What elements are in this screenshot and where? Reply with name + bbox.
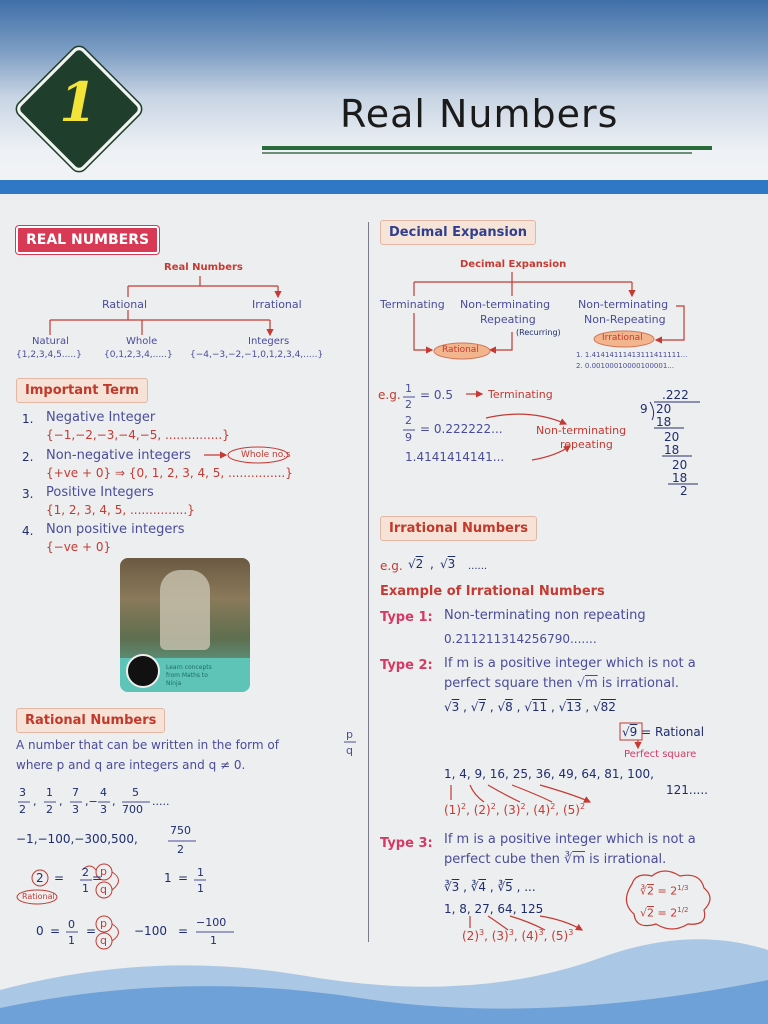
tree-root: Real Numbers: [164, 262, 243, 273]
ex2-den: 1: [197, 882, 204, 895]
ex1-q: q: [100, 883, 107, 896]
irr-eg-root2: √3: [440, 557, 456, 571]
term-4-set: {−ve + 0}: [46, 540, 112, 554]
e1-num: 1: [405, 382, 412, 395]
division-quotient: .222: [662, 388, 689, 402]
e2-type-1: Non-terminating: [536, 424, 627, 437]
division-step-1: 18: [656, 415, 672, 429]
frac-750-den: 2: [177, 843, 184, 856]
e1-val: = 0.5: [420, 388, 453, 402]
ex3-den: 1: [68, 934, 75, 947]
e2-type-2: repeating: [560, 438, 613, 451]
photo-caption: Learn concepts from Maths to Ninja: [166, 664, 212, 687]
irr-eg-root1: √2: [408, 557, 424, 571]
type1-number: 0.211211314256790.......: [444, 632, 597, 646]
tree-natural-set: {1,2,3,4,5.....}: [16, 350, 82, 360]
type2-text-1: If m is a positive integer which is not a: [444, 656, 696, 671]
cubes-powers: $(2)^3$, $(3)^3$, $(4)^3$, $(5)^3$: [462, 928, 574, 943]
type2-label: Type 2:: [380, 658, 433, 673]
ex2-lhs: 1: [164, 871, 172, 885]
bottom-wave: [0, 930, 768, 1024]
term-3-title: Positive Integers: [46, 485, 154, 500]
frac-sep-2: ,: [59, 795, 63, 808]
dec-example-2: 2. 0.00100010000100001...: [576, 362, 674, 370]
frac-4-num: 4: [100, 786, 107, 799]
ex3-lhs: 0: [36, 924, 44, 938]
dec-terminating: Terminating: [380, 298, 445, 311]
ex1-eq2: =: [92, 871, 103, 885]
ex2-eq: =: [178, 871, 189, 885]
dec-ntr-1: Non-terminating: [460, 298, 551, 311]
rational-examples-line: −1,−100,−300,500,: [16, 832, 138, 846]
e2-num: 2: [405, 414, 412, 427]
ex3-eq2: =: [86, 924, 97, 938]
tree-integers-set: {−4,−3,−2,−1,0,1,2,3,4,.....}: [190, 350, 324, 360]
dec-recurring: (Recurring): [516, 328, 561, 337]
bubble-line-1: ∛2 = $2^{1/3}$: [640, 884, 689, 898]
pq-q: q: [346, 744, 353, 757]
cubes-line: 1, 8, 27, 64, 125: [444, 902, 544, 916]
squares-line-1: 1, 4, 9, 16, 25, 36, 49, 64, 81, 100,: [444, 767, 654, 781]
irr-eg-dots: ......: [468, 561, 488, 572]
frac-2-den: 2: [46, 803, 53, 816]
rational-numbers-tag: Rational Numbers: [16, 708, 165, 733]
term-2-num: 2.: [22, 450, 34, 464]
type1-text: Non-terminating non repeating: [444, 608, 646, 623]
division-step-6: 2: [680, 484, 688, 498]
frac-sep-3: ,−: [85, 795, 98, 808]
dec-irrational: Irrational: [602, 333, 643, 343]
real-numbers-tag: REAL NUMBERS: [16, 226, 159, 254]
ex1-num: 2: [82, 866, 89, 879]
division-step-3: 18: [664, 443, 680, 457]
term-2-title: Non-negative integers: [46, 448, 191, 463]
ex3-num: 0: [68, 918, 75, 931]
ex3-q: q: [100, 934, 107, 947]
person-figure: [160, 570, 210, 650]
e2-val: = 0.222222...: [420, 422, 503, 436]
dec-tree-root: Decimal Expansion: [460, 259, 567, 270]
division-divisor: 9: [640, 402, 648, 416]
e3-val: 1.4141414141...: [405, 450, 505, 464]
dec-ntr-2: Repeating: [480, 313, 536, 326]
term-1-title: Negative Integer: [46, 410, 156, 425]
frac-5-num: 5: [132, 786, 139, 799]
type2-text-2: perfect square then √m is irrational.: [444, 676, 679, 691]
perfect-square-note: Perfect square: [624, 749, 697, 760]
type1-label: Type 1:: [380, 610, 433, 625]
irr-eg-prefix: e.g.: [380, 559, 403, 573]
type3-text-1: If m is a positive integer which is not a: [444, 832, 696, 847]
squares-line-2: 121.....: [666, 783, 708, 797]
ex4-num: −100: [196, 916, 227, 929]
dec-ntnr-1: Non-terminating: [578, 298, 669, 311]
tree-natural: Natural: [32, 336, 69, 347]
e1-den: 2: [405, 398, 412, 411]
term-1-set: {−1,−2,−3,−4,−5, ...............}: [46, 428, 230, 442]
squares-powers: $(1)^2$, $(2)^2$, $(3)^2$, $(4)^2$, $(5)^2$: [444, 802, 586, 817]
term-4-num: 4.: [22, 524, 34, 538]
division-step-5: 18: [672, 471, 688, 485]
frac-3-den: 3: [72, 803, 79, 816]
rational-definition-line2: where p and q are integers and q ≠ 0.: [16, 758, 246, 772]
e1-type: Terminating: [488, 388, 553, 401]
tree-integers: Integers: [248, 336, 290, 347]
irrational-numbers-tag: Irrational Numbers: [380, 516, 537, 541]
division-step-4: 20: [672, 458, 688, 472]
division-dividend: 20: [656, 402, 672, 416]
type3-label: Type 3:: [380, 836, 433, 851]
eg-label: e.g.: [378, 388, 401, 402]
ex1-eq: =: [54, 871, 65, 885]
whole-nos-note: Whole no.s: [241, 450, 291, 460]
term-1-num: 1.: [22, 412, 34, 426]
ex1-lhs: 2: [36, 871, 44, 885]
bubble-line-2: $√2 = 2^{1/2}$: [640, 906, 689, 920]
type2-rational-eq: √9 = Rational: [622, 725, 705, 739]
ex4-den: 1: [210, 934, 217, 947]
ex3-eq: =: [50, 924, 61, 938]
frac-2-num: 1: [46, 786, 53, 799]
frac-4-den: 3: [100, 803, 107, 816]
type3-roots: ∛3 , ∛4 , ∛5 , ...: [444, 880, 536, 894]
frac-1-den: 2: [19, 803, 26, 816]
division-step-2: 20: [664, 430, 680, 444]
important-term-tag: Important Term: [16, 378, 148, 403]
dec-rational: Rational: [442, 345, 479, 355]
ex4-eq: =: [178, 924, 189, 938]
chapter-number: 1: [59, 70, 97, 134]
type3-text-2: perfect cube then $∛\overline{m}$ is irrational.: [444, 852, 667, 867]
decimal-expansion-tag: Decimal Expansion: [380, 220, 536, 245]
dec-ntnr-2: Non-Repeating: [584, 313, 666, 326]
tree-rational: Rational: [102, 298, 148, 311]
frac-1-num: 3: [19, 786, 26, 799]
term-2-set: {+ve + 0} ⇒ {0, 1, 2, 3, 4, 5, ...............}: [46, 466, 293, 480]
frac-5-den: 700: [122, 803, 143, 816]
ex4-lhs: −100: [134, 924, 167, 938]
ex1-rational-label: Rational: [22, 892, 55, 901]
ninja-logo-icon: [126, 654, 160, 688]
frac-sep-1: ,: [33, 795, 37, 808]
frac-750-num: 750: [170, 824, 191, 837]
ex3-p: p: [100, 917, 107, 930]
ex1-p: p: [100, 865, 107, 878]
irrational-examples-heading: Example of Irrational Numbers: [380, 584, 605, 599]
rational-definition-line1: A number that can be written in the form of: [16, 738, 279, 752]
frac-sep-5: .....: [152, 795, 170, 808]
type2-roots: √3 , √7 , √8 , √11 , √13 , √82: [444, 700, 616, 714]
tree-whole: Whole: [126, 336, 158, 347]
frac-3-num: 7: [72, 786, 79, 799]
ex1-den: 1: [82, 882, 89, 895]
dec-example-1: 1. 1.41414111413111411111...: [576, 351, 688, 359]
e2-den: 9: [405, 431, 412, 444]
irr-eg-sep: ,: [430, 557, 434, 571]
ex2-num: 1: [197, 866, 204, 879]
term-3-num: 3.: [22, 487, 34, 501]
tree-irrational: Irrational: [252, 298, 302, 311]
pq-p: p: [346, 728, 353, 741]
video-thumbnail-image[interactable]: [120, 558, 250, 692]
term-4-title: Non positive integers: [46, 522, 185, 537]
term-3-set: {1, 2, 3, 4, 5, ...............}: [46, 503, 195, 517]
tree-whole-set: {0,1,2,3,4,.....}: [104, 350, 173, 360]
frac-sep-4: ,: [112, 795, 116, 808]
page-title: Real Numbers: [340, 92, 619, 136]
